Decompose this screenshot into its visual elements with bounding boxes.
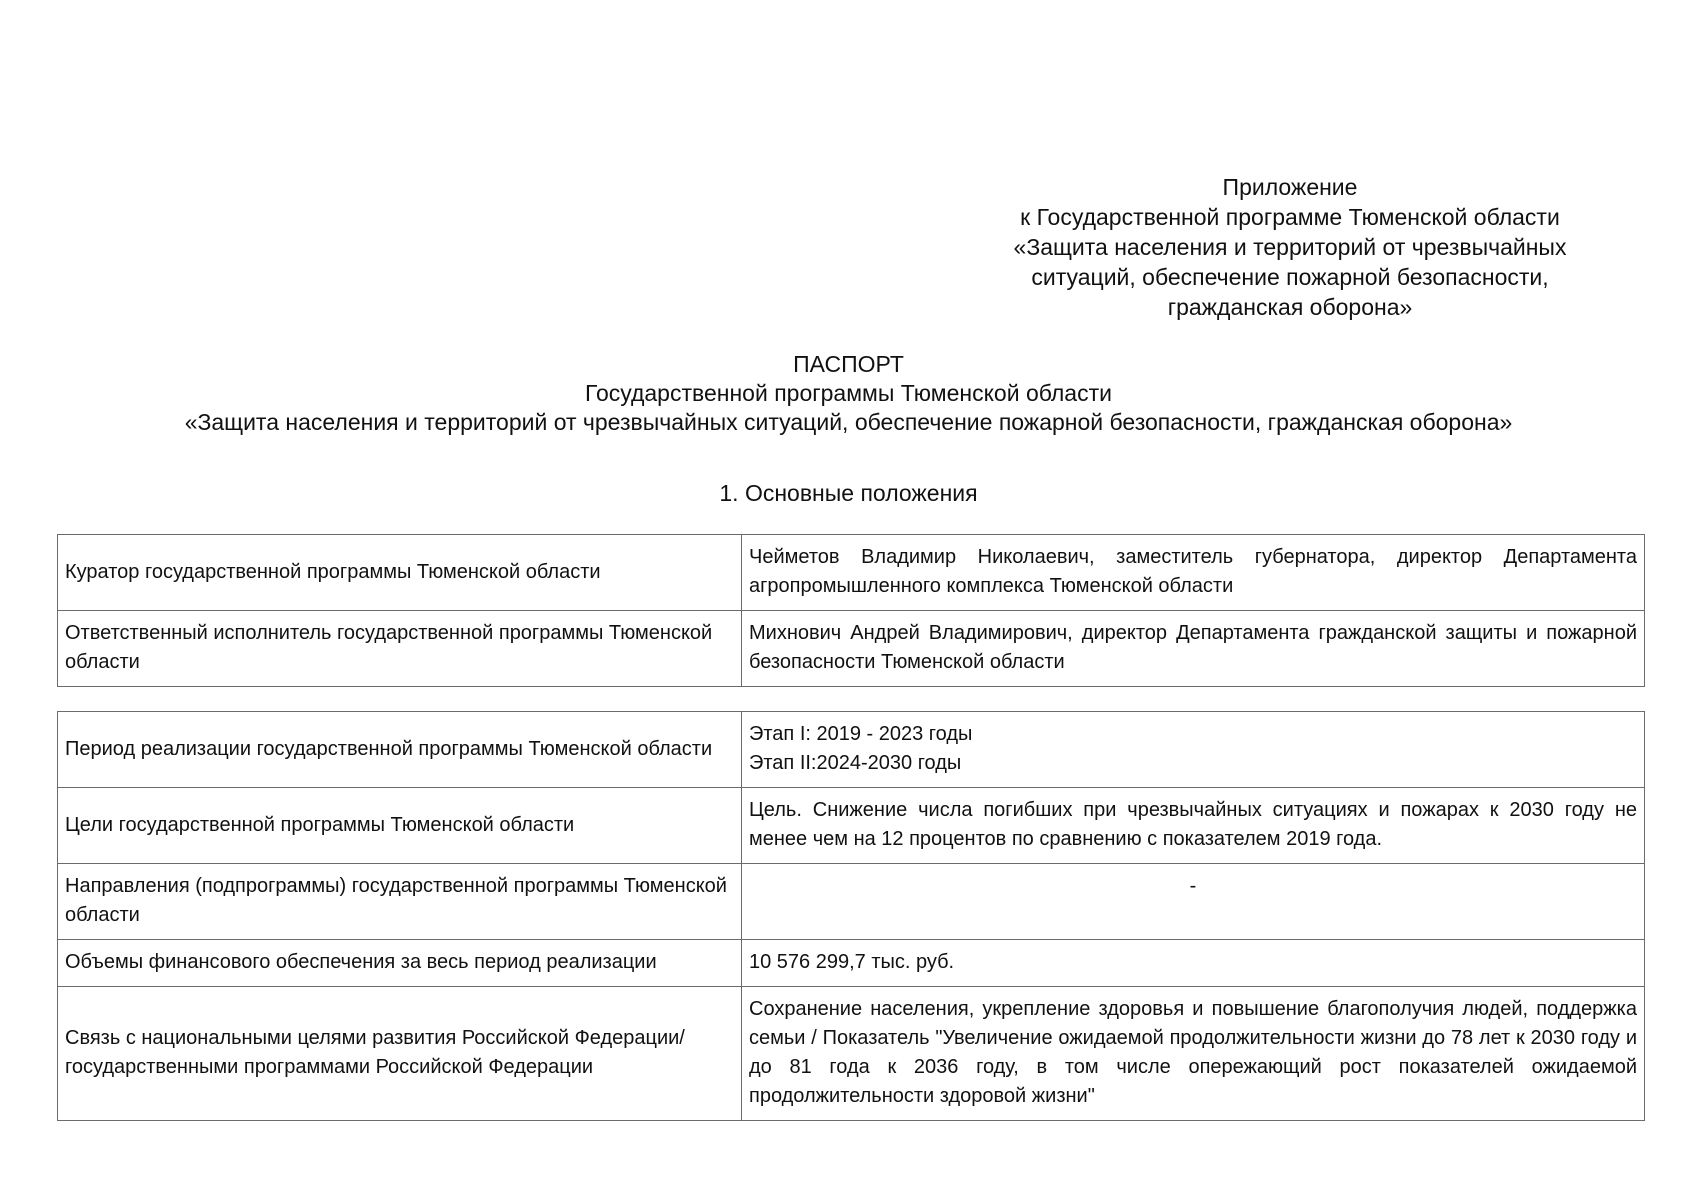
- row-value-goals: Цель. Снижение числа погибших при чрезвычайных ситуациях и пожарах к 2030 году не менее чем на 12 процентов по сравнению с показателем 2019 года.: [742, 788, 1645, 864]
- table-row: [58, 611, 1645, 687]
- passport-heading: [0, 350, 1697, 437]
- passport-title: ПАСПОРТ: [793, 351, 904, 377]
- period-stage-1: Этап I: 2019 - 2023 годы: [749, 723, 973, 745]
- table-row: [58, 940, 1645, 987]
- table-row: [58, 788, 1645, 864]
- row-label-national-goals: Связь с национальными целями развития Российской Федерации/ государственными программами Российской Федерации: [58, 987, 742, 1121]
- row-label-directions: Направления (подпрограммы) государственной программы Тюменской области: [58, 864, 742, 940]
- row-value-curator: Чейметов Владимир Николаевич, заместитель губернатора, директор Департамента агропромышленного комплекса Тюменской области: [742, 535, 1645, 611]
- row-label-curator: Куратор государственной программы Тюменской области: [58, 535, 742, 611]
- annex-line: ситуаций, обеспечение пожарной безопасности,: [1031, 264, 1549, 290]
- main-provisions-table-part-2: [57, 711, 1645, 1121]
- row-value-directions: -: [742, 864, 1645, 940]
- program-name: «Защита населения и территорий от чрезвычайных ситуаций, обеспечение пожарной безопасности, гражданская оборона»: [184, 409, 1513, 435]
- row-label-financing: Объемы финансового обеспечения за весь период реализации: [58, 940, 742, 987]
- annex-line: к Государственной программе Тюменской области: [1020, 204, 1560, 230]
- row-value-responsible-executor: Михнович Андрей Владимирович, директор Департамента гражданской защиты и пожарной безопасности Тюменской области: [742, 611, 1645, 687]
- row-value-financing: 10 576 299,7 тыс. руб.: [742, 940, 1645, 987]
- main-provisions-table-part-1: [57, 534, 1645, 687]
- table-row: [58, 987, 1645, 1121]
- annex-line: Приложение: [1222, 174, 1358, 200]
- section-title: 1. Основные положения: [719, 480, 978, 506]
- table-row: [58, 712, 1645, 788]
- annex-line: гражданская оборона»: [1167, 294, 1413, 320]
- row-value-period: [742, 712, 1645, 788]
- table-row: [58, 864, 1645, 940]
- row-label-goals: Цели государственной программы Тюменской области: [58, 788, 742, 864]
- row-label-period: Период реализации государственной программы Тюменской области: [58, 712, 742, 788]
- table-row: [58, 535, 1645, 611]
- annex-line: «Защита населения и территорий от чрезвычайных: [1013, 234, 1567, 260]
- passport-subtitle: Государственной программы Тюменской области: [585, 380, 1112, 406]
- period-stage-2: Этап II:2024-2030 годы: [749, 752, 962, 774]
- row-value-national-goals: Сохранение населения, укрепление здоровья и повышение благополучия людей, поддержка семьи / Показатель "Увеличение ожидаемой продолжительности жизни до 78 лет к 2030 году и до 81 года к 2036 году, в том числе опережающий рост показателей ожидаемой продолжительности здоровой жизни": [742, 987, 1645, 1121]
- row-label-responsible-executor: Ответственный исполнитель государственной программы Тюменской области: [58, 611, 742, 687]
- annex-header: [940, 172, 1640, 322]
